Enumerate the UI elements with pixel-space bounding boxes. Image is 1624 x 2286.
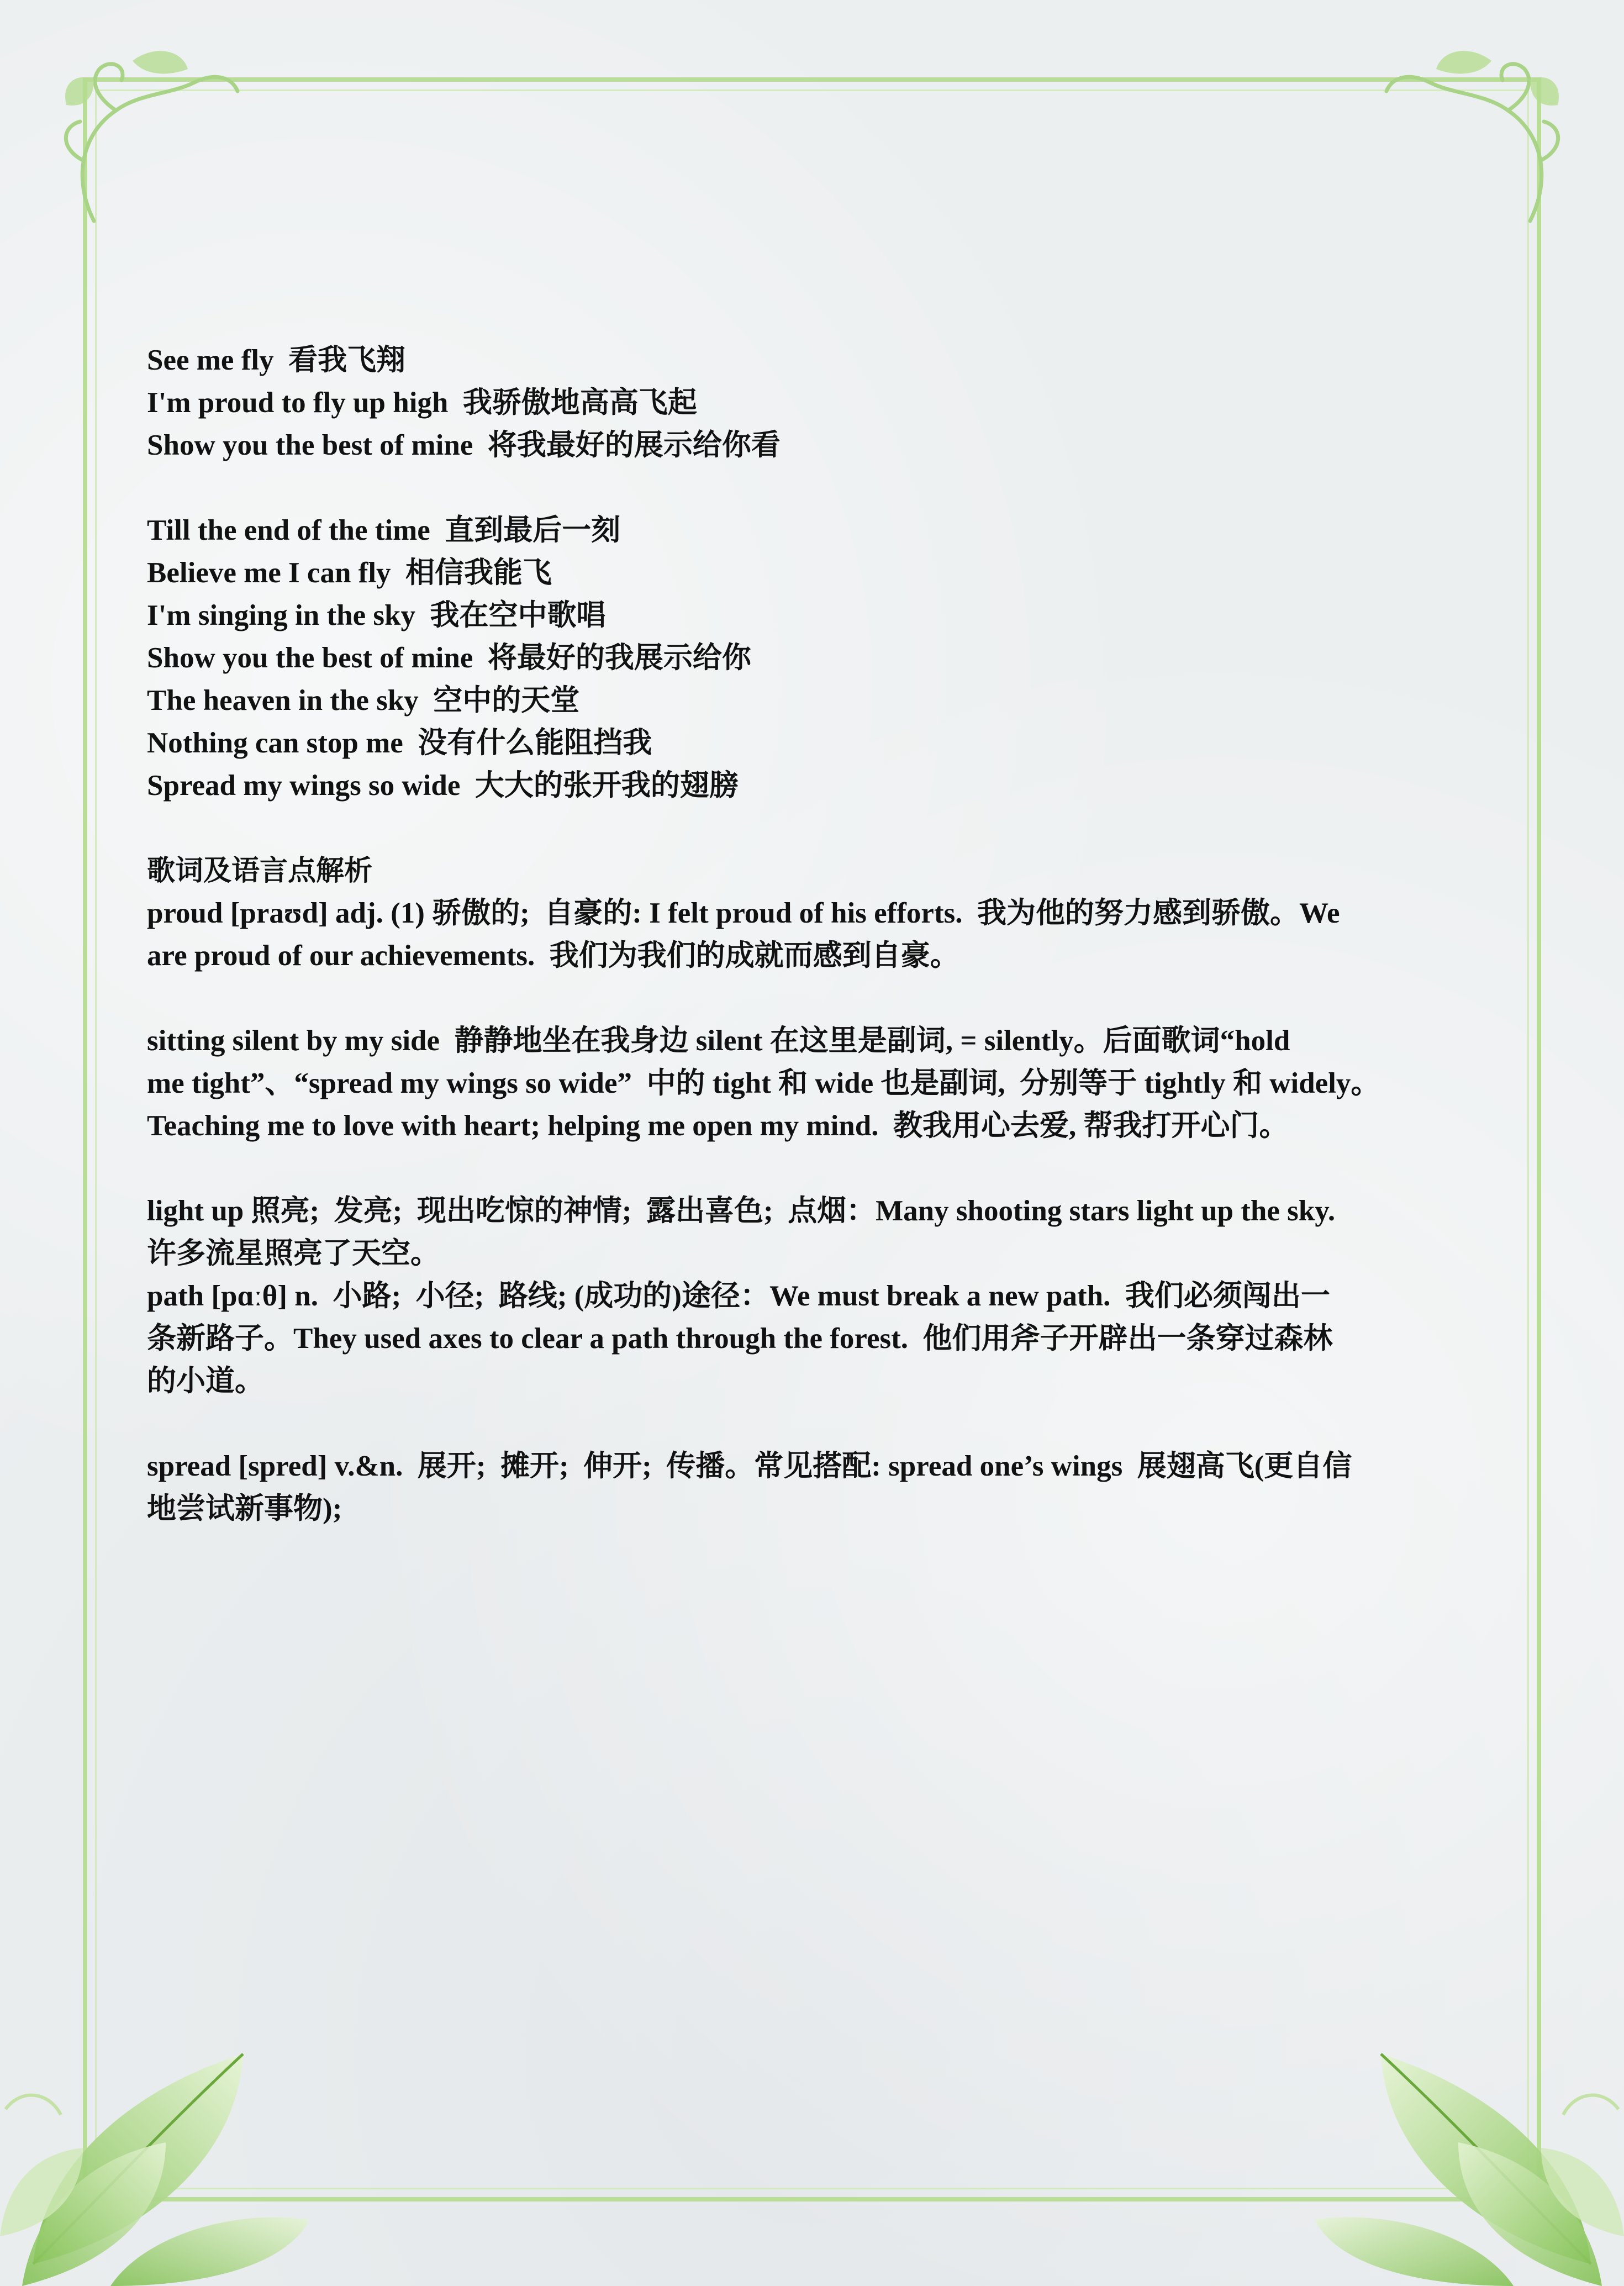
spacer: [147, 1403, 1484, 1445]
note-line: spread [spred] v.&n. 展开; 摊开; 伸开; 传播。常见搭配: spread one’s wings 展翅高飞(更自信: [147, 1450, 1352, 1482]
vine-ornament-top-left-icon: [50, 39, 249, 238]
note-line: proud [praʊd] adj. (1) 骄傲的; 自豪的: I felt proud of his efforts. 我为他的努力感到骄傲。We: [147, 897, 1340, 929]
lyric-line: See me fly 看我飞翔: [147, 344, 406, 376]
note-line: light up 照亮; 发亮; 现出吃惊的神情; 露出喜色; 点烟：Many shooting stars light up the sky.: [147, 1195, 1336, 1227]
note-line: me tight”、“spread my wings so wide” 中的 tight 和 wide 也是副词, 分别等于 tightly 和 widely。: [147, 1067, 1380, 1099]
spacer: [147, 977, 1484, 1020]
spacer: [147, 1147, 1484, 1190]
note-line: 的小道。: [147, 1365, 264, 1397]
note-proud: [147, 892, 1484, 977]
lyric-line: Show you the best of mine 将我最好的展示给你看: [147, 429, 781, 461]
analysis-heading: 歌词及语言点解析: [147, 855, 373, 887]
lyrics-stanza-1: [147, 339, 1484, 467]
note-light-up-path: [147, 1190, 1484, 1403]
note-line: 地尝试新事物);: [147, 1493, 342, 1525]
lyric-line: Till the end of the time 直到最后一刻: [147, 514, 621, 546]
lyric-line: The heaven in the sky 空中的天堂: [147, 684, 580, 717]
note-spread: [147, 1445, 1484, 1530]
lyric-line: Believe me I can fly 相信我能飞: [147, 557, 552, 589]
lyrics-stanza-2: [147, 509, 1484, 807]
lyric-line: Nothing can stop me 没有什么能阻挡我: [147, 727, 652, 759]
leaves-bottom-right-icon: [1282, 1977, 1624, 2286]
spacer: [147, 467, 1484, 509]
vine-ornament-top-right-icon: [1375, 39, 1574, 238]
note-line: 条新路子。They used axes to clear a path through the forest. 他们用斧子开辟出一条穿过森林: [147, 1323, 1333, 1355]
lyric-line: Spread my wings so wide 大大的张开我的翅膀: [147, 770, 739, 802]
spacer: [147, 807, 1484, 850]
article-body: [147, 339, 1484, 1530]
note-line: path [pɑːθ] n. 小路; 小径; 路线; (成功的)途径：We must break a new path. 我们必须闯出一: [147, 1280, 1330, 1312]
note-line: are proud of our achievements. 我们为我们的成就而感到自豪。: [147, 940, 959, 972]
lyric-line: Show you the best of mine 将最好的我展示给你: [147, 642, 751, 674]
note-line: Teaching me to love with heart; helping me open my mind. 教我用心去爱, 帮我打开心门。: [147, 1110, 1289, 1142]
leaves-bottom-left-icon: [0, 1977, 342, 2286]
note-silent: [147, 1020, 1484, 1147]
note-line: 许多流星照亮了天空。: [147, 1237, 440, 1270]
note-line: sitting silent by my side 静静地坐在我身边 silent 在这里是副词, = silently。后面歌词“hold: [147, 1025, 1290, 1057]
lyric-line: I'm proud to fly up high 我骄傲地高高飞起: [147, 387, 697, 419]
lyric-line: I'm singing in the sky 我在空中歌唱: [147, 599, 606, 631]
